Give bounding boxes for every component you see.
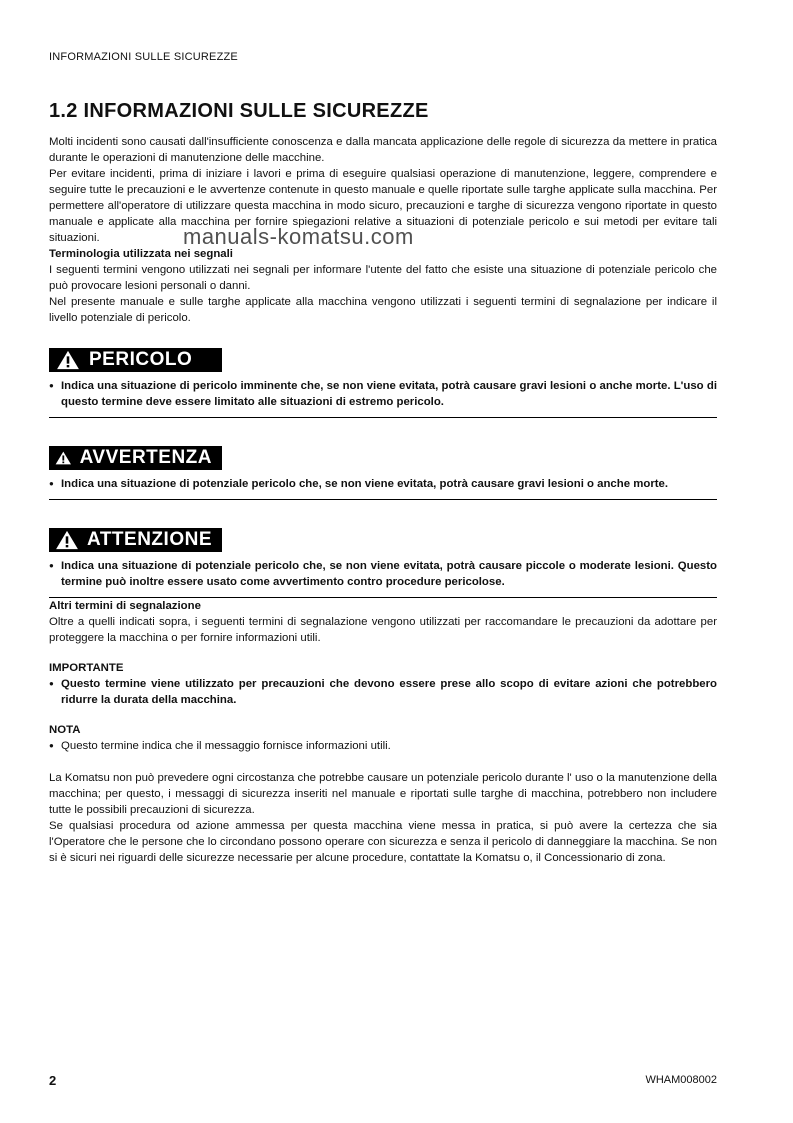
signal-text: ● Indica una situazione di pericolo imminente che, se non viene evitata, potrà causare gravi lesioni o anche morte. L'uso di questo termine deve essere limitato alle situazioni di estremo pericolo. bbox=[49, 378, 717, 410]
signal-body bbox=[49, 476, 717, 500]
other-terms-heading: Altri termini di segnalazione bbox=[49, 600, 201, 612]
watermark: manuals-komatsu.com bbox=[183, 224, 414, 249]
signal-box-avvertenza bbox=[49, 446, 717, 500]
nota-heading: NOTA bbox=[49, 724, 81, 736]
signal-header bbox=[49, 348, 222, 372]
page-number: 2 bbox=[49, 1073, 57, 1088]
signal-text: ● Indica una situazione di potenziale pericolo che, se non viene evitata, potrà causare piccole o moderate lesioni. Questo termine può inoltre essere usato come avvertimento contro procedure pericolose. bbox=[49, 558, 717, 590]
closing-paragraph-1: La Komatsu non può prevedere ogni circostanza che potrebbe causare un potenziale pericolo durante l' uso o la manutenzione della macchina; per questo, i messaggi di sicurezza inseriti nel manuale e riportati sulle targhe di macchina, potrebbero non includere tutte le possibili precauzioni di sicurezza. bbox=[49, 772, 717, 816]
terminology-paragraph-1: I seguenti termini vengono utilizzati nei segnali per informare l'utente del fatto che esiste una situazione di potenziale pericolo che può provocare lesioni personali o danni. bbox=[49, 264, 717, 292]
signal-box-attenzione bbox=[49, 528, 717, 598]
document-code: WHAM008002 bbox=[645, 1074, 717, 1086]
signal-label: AVVERTENZA bbox=[79, 447, 212, 468]
signal-text: ● Indica una situazione di potenziale pericolo che, se non viene evitata, potrà causare gravi lesioni o anche morte. bbox=[49, 476, 717, 492]
terminology-heading: Terminologia utilizzata nei segnali bbox=[49, 248, 233, 260]
intro-paragraph-1: Molti incidenti sono causati dall'insufficiente conoscenza e dalla mancata applicazione delle regole di sicurezza da mettere in pratica durante le operazioni di manutenzione delle macchine. bbox=[49, 136, 717, 164]
signal-body bbox=[49, 378, 717, 418]
running-header: INFORMAZIONI SULLE SICUREZZE bbox=[49, 51, 238, 63]
signal-header bbox=[49, 528, 222, 552]
importante-heading: IMPORTANTE bbox=[49, 662, 124, 674]
closing-paragraph-2: Se qualsiasi procedura od azione ammessa per questa macchina viene messa in pratica, si può avere la certezza che sia l'Operatore che le persone che lo circondano possono operare con sicurezza e senza il pericolo di danneggiare la macchina. Se non si è sicuri nei riguardi delle sicurezze necessarie per alcune procedure, contattate la Komatsu o, il Concessionario di zona. bbox=[49, 820, 717, 864]
section-title: 1.2 INFORMAZIONI SULLE SICUREZZE bbox=[49, 100, 429, 122]
warning-triangle-icon bbox=[55, 350, 81, 370]
warning-triangle-icon bbox=[55, 530, 79, 550]
warning-triangle-icon bbox=[55, 448, 72, 468]
importante-text: ● Questo termine viene utilizzato per precauzioni che devono essere prese allo scopo di evitare azioni che potrebbero ridurre la durata della macchina. bbox=[49, 676, 717, 708]
signal-label: ATTENZIONE bbox=[87, 529, 212, 550]
nota-text: ● Questo termine indica che il messaggio fornisce informazioni utili. bbox=[49, 738, 717, 754]
signal-body bbox=[49, 558, 717, 598]
page-content bbox=[49, 134, 717, 866]
signal-label: PERICOLO bbox=[89, 349, 193, 370]
signal-header bbox=[49, 446, 222, 470]
terminology-paragraph-2: Nel presente manuale e sulle targhe applicate alla macchina vengono utilizzati i seguenti termini di segnalazione per indicare il livello potenziale di pericolo. bbox=[49, 296, 717, 324]
intro-paragraph-2: Per evitare incidenti, prima di iniziare i lavori e prima di eseguire qualsiasi operazione di manutenzione, leggere, comprendere e seguire tutte le precauzioni e le avvertenze contenute in questo manuale e quelle riportate sulle targhe applicate sulla macchina. Per permettere all'operatore di utilizzare questa macchina in modo sicuro, precauzioni e targhe di sicurezza vengono riportate in questo manuale e applicate alla macchina per fornire spiegazioni relative a situazioni di potenziale pericolo e sui metodi per evitare tali situazioni. bbox=[49, 168, 717, 244]
other-terms-text: Oltre a quelli indicati sopra, i seguenti termini di segnalazione vengono utilizzati per raccomandare le precauzioni da adottare per proteggere la macchina o per fornire informazioni utili. bbox=[49, 616, 717, 644]
signal-box-pericolo bbox=[49, 348, 717, 418]
